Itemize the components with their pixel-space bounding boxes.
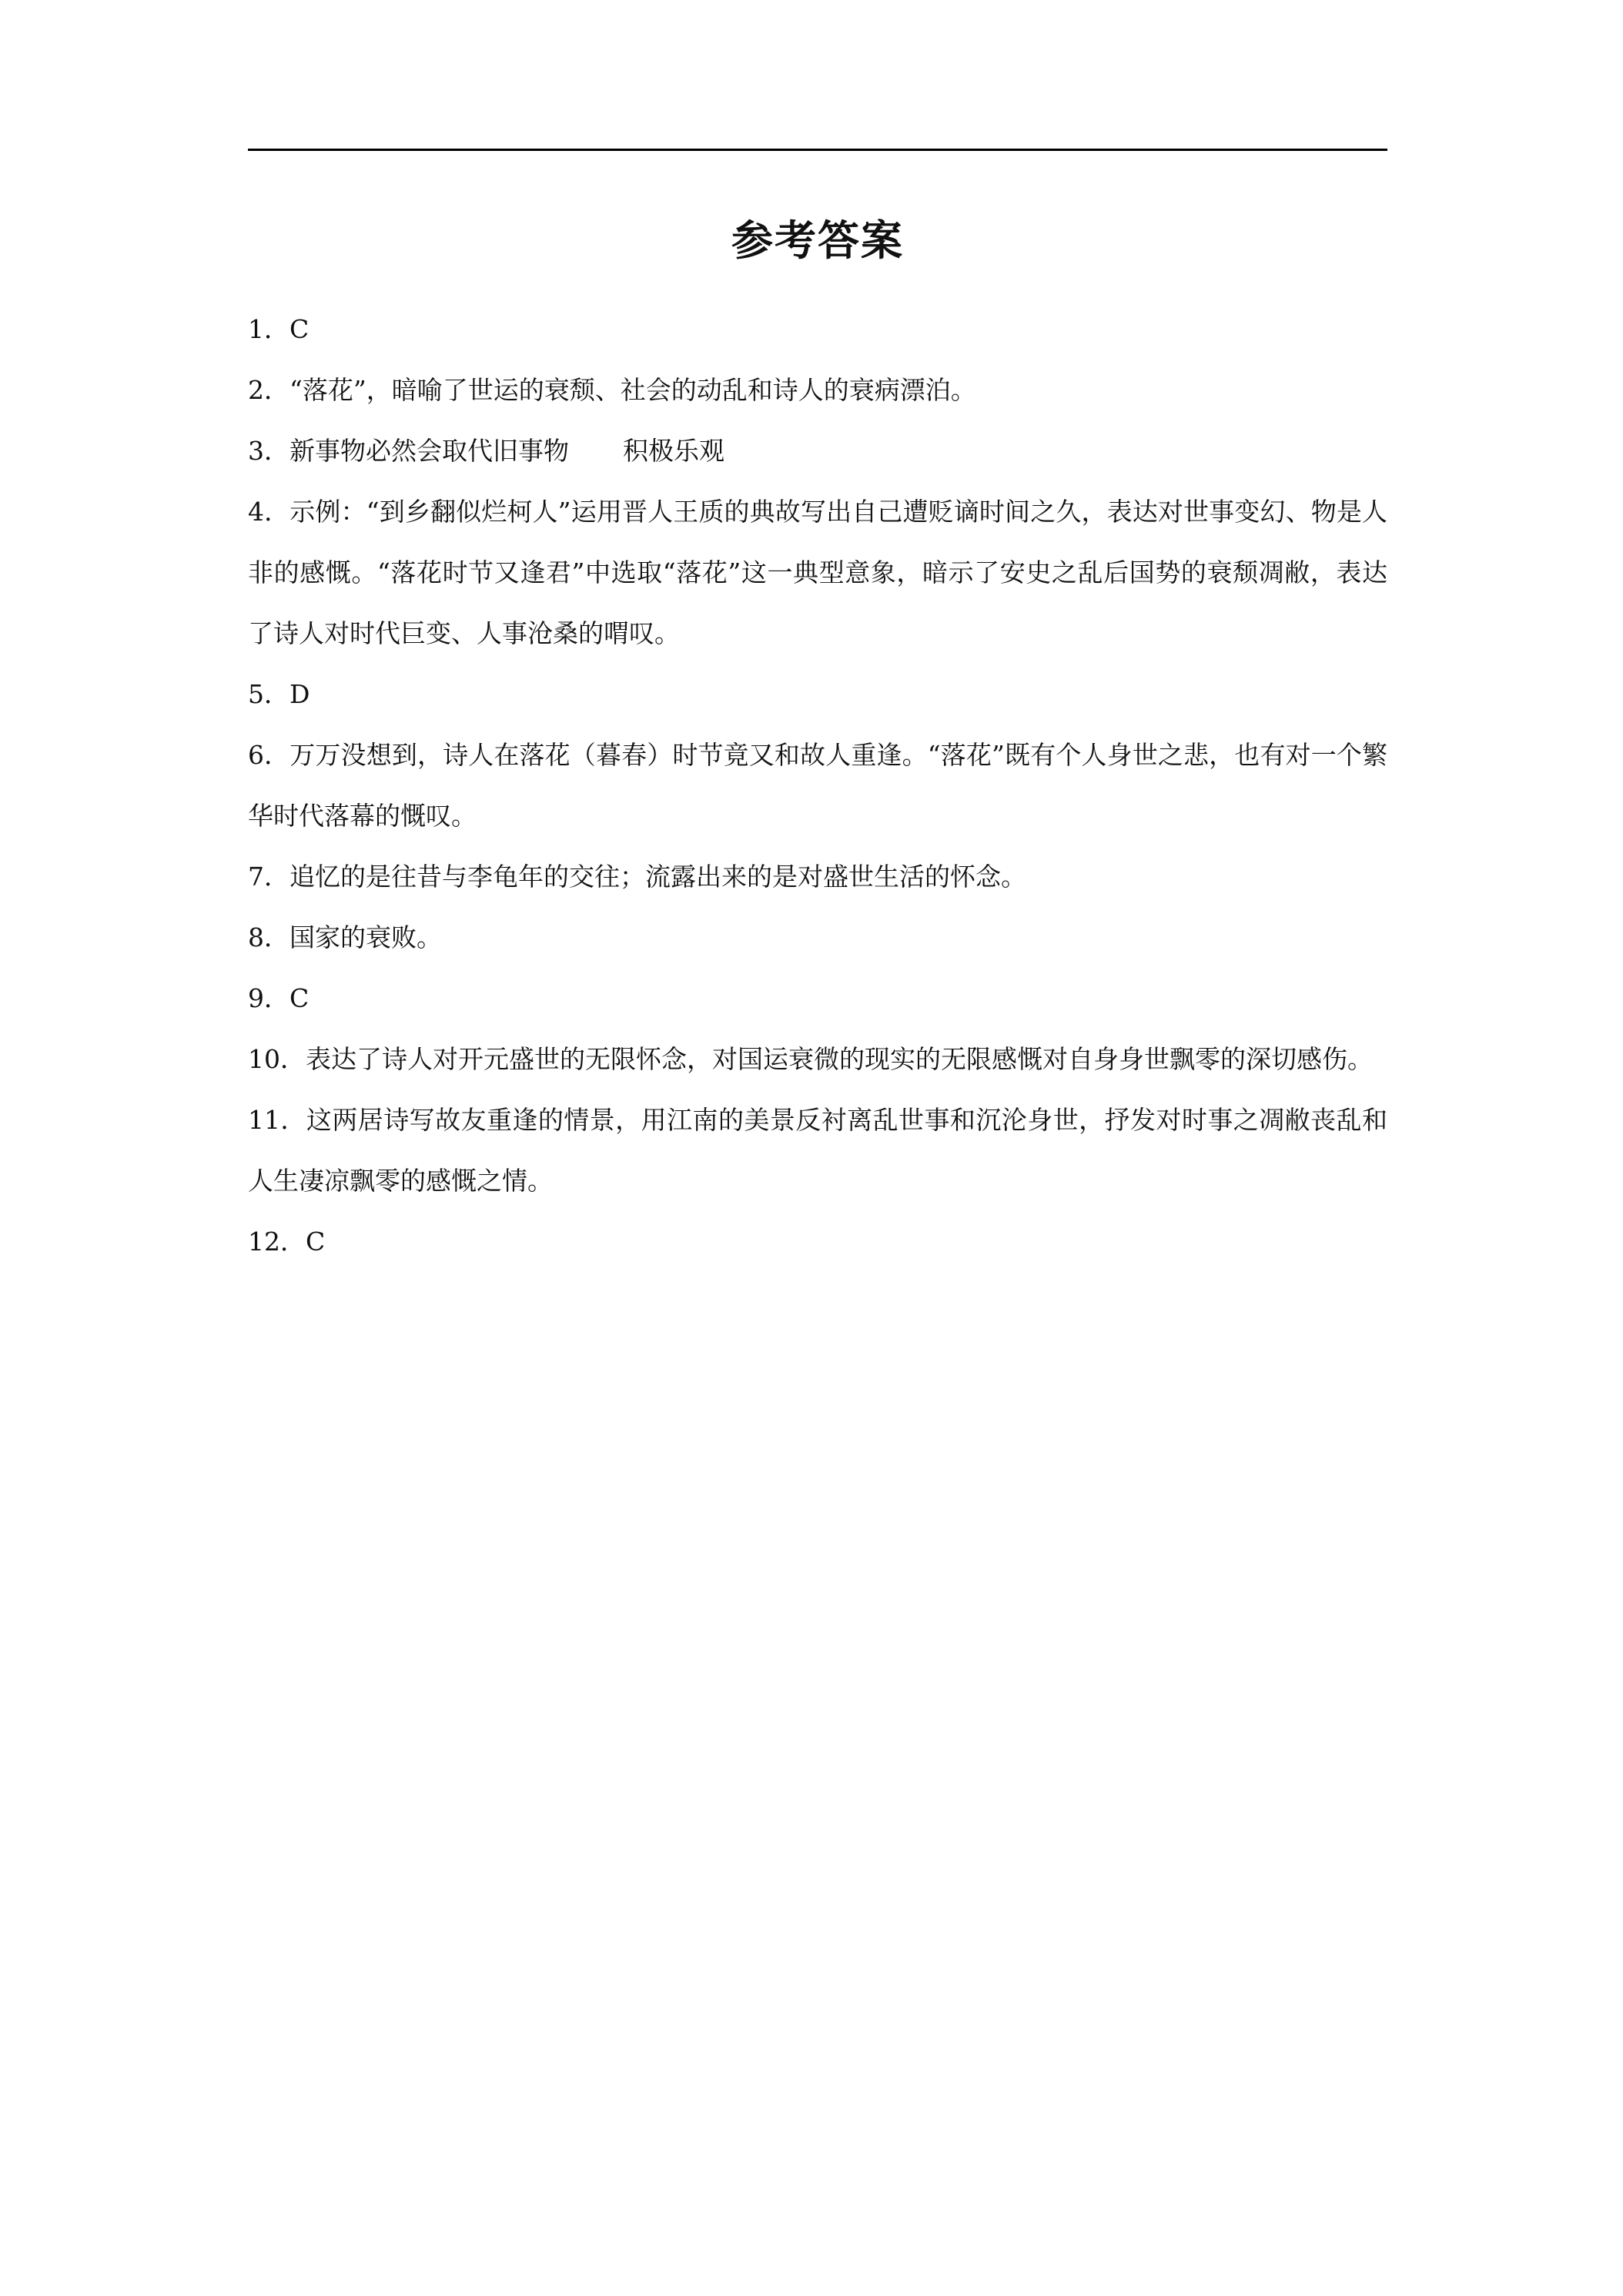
answer-number: 4． [248,497,290,527]
page-title: 参考答案 [731,216,904,265]
answer-text: C [289,314,310,344]
answer-item-9 [248,968,1387,1029]
answer-text: C [289,983,310,1013]
answer-number: 8． [248,922,289,952]
answer-item-3 [248,420,1387,481]
answer-text: 新事物必然会取代旧事物 [289,436,569,466]
answer-item-10 [248,1029,1387,1089]
answer-number: 10． [248,1044,306,1074]
answer-item-6 [248,725,1387,846]
answer-item-2 [248,360,1387,420]
answer-number: 7． [248,862,289,892]
answer-text: 表达了诗人对开元盛世的无限怀念，对国运衰微的现实的无限感慨对自身身世飘零的深切感伤。 [306,1044,1373,1074]
answer-list [248,299,1387,1272]
answer-item-1 [248,299,1387,360]
answer-number: 2． [248,375,289,405]
answer-text: 国家的衰败。 [289,922,442,952]
answer-number: 1． [248,314,289,344]
answer-number: 12． [248,1227,306,1257]
answer-item-4 [248,481,1387,664]
answer-item-11 [248,1089,1387,1211]
answer-item-12 [248,1211,1387,1272]
answer-item-7 [248,846,1387,907]
answer-number: 3． [248,436,289,466]
answer-text: “落花”，暗喻了世运的衰颓、社会的动乱和诗人的衰病漂泊。 [289,375,976,405]
answer-item-8 [248,907,1387,968]
answer-text: D [289,679,310,709]
answer-text: C [306,1227,326,1257]
answer-item-5 [248,664,1387,725]
answer-number: 9． [248,983,289,1013]
answer-text: 示例：“到乡翻似烂柯人”运用晋人王质的典故写出自己遭贬谪时间之久，表达对世事变幻、物是人非的感慨。“落花时节又逢君”中选取“落花”这一典型意象，暗示了安史之乱后国势的衰颓凋敝，表达了诗人对时代巨变、人事沧桑的喟叹。 [248,497,1387,648]
answer-number: 11． [248,1105,306,1135]
answer-text: 这两居诗写故友重逢的情景，用江南的美景反衬离乱世事和沉沦身世，抒发对时事之凋敝丧乱和人生凄凉飘零的感慨之情。 [248,1105,1387,1196]
answer-text-secondary: 积极乐观 [623,436,724,466]
header-rule [248,149,1387,151]
answer-text: 万万没想到，诗人在落花（暮春）时节竟又和故人重逢。“落花”既有个人身世之悲，也有对一个繁华时代落幕的慨叹。 [248,740,1387,831]
answer-number: 5． [248,679,289,709]
answer-number: 6． [248,740,290,770]
answer-text: 追忆的是往昔与李龟年的交往；流露出来的是对盛世生活的怀念。 [289,862,1026,892]
